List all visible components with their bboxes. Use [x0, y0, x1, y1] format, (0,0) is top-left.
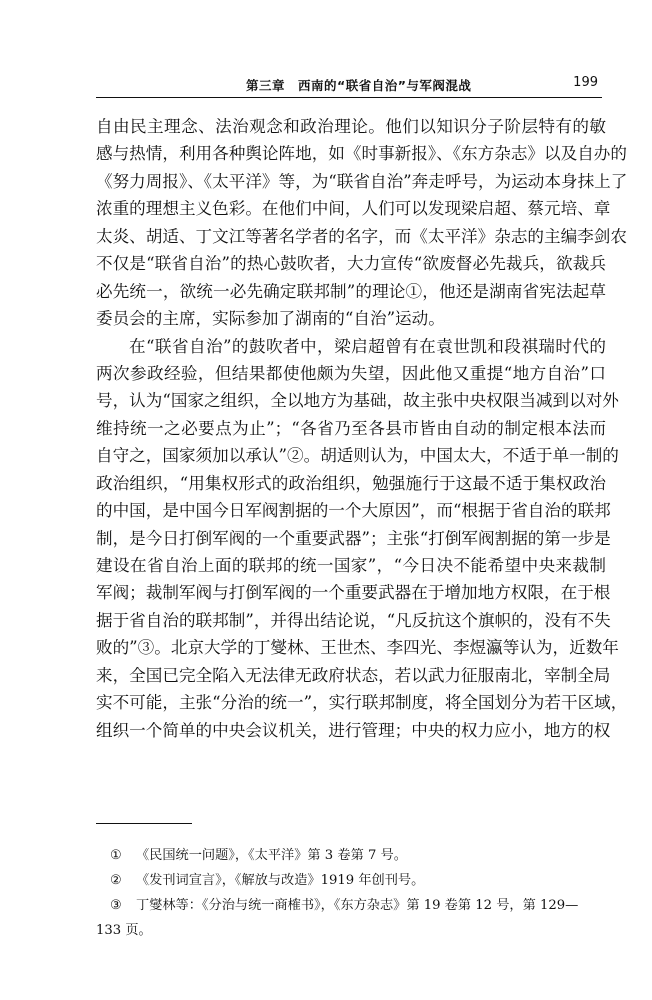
body-line: 号，认为“国家之组织，全以地方为基础，故主张中央权限当减到以对外	[96, 391, 619, 411]
body-line: 自守之，国家须加以承认”②。胡适则认为，中国太大，不适于单一制的	[96, 446, 619, 466]
footnote-marker: ①	[110, 848, 122, 863]
footnote-text: 丁燮林等：《分治与统一商榷书》，《东方杂志》第 19 卷第 12 号，第 129—	[136, 898, 579, 913]
body-text	[96, 113, 628, 744]
body-line: 组织一个简单的中央会议机关，进行管理；中央的权力应小，地方的权	[96, 720, 611, 740]
body-line: 制，是今日打倒军阀的一个重要武器”；主张“打倒军阀割据的第一步是	[96, 528, 611, 548]
running-head: 第三章 西南的“联省自治”与军阀混战	[246, 78, 472, 93]
body-line: 据于省自治的联邦制”，并得出结论说，“凡反抗这个旗帜的，没有不失	[96, 610, 611, 630]
footnote-text: 《发刊词宣言》，《解放与改造》1919 年创刊号。	[136, 873, 425, 888]
body-line: 感与热情，利用各种舆论阵地，如《时事新报》、《东方杂志》以及自办的	[96, 144, 627, 164]
body-line: 政治组织，“用集权形式的政治组织，勉强施行于这最不适于集权政治	[96, 473, 606, 493]
body-line: 委员会的主席，实际参加了湖南的“自治”运动。	[96, 309, 445, 329]
body-line: 来，全国已完全陷入无法律无政府状态，若以武力征服南北，宰制全局	[96, 665, 611, 685]
body-line: 自由民主理念、法治观念和政治理论。他们以知识分子阶层特有的敏	[96, 117, 606, 136]
body-line: 《努力周报》、《太平洋》等，为“联省自治”奔走呼号，为运动本身抹上了	[96, 171, 628, 191]
body-line: 败的”③。北京大学的丁燮林、王世杰、李四光、李煜瀛等认为，近数年	[96, 638, 619, 658]
body-line: 必先统一，欲统一必先确定联邦制”的理论①，他还是湖南省宪法起草	[96, 281, 606, 301]
body-line: 的中国，是中国今日军阀割据的一个大原因”，而“根据于省自治的联邦	[96, 501, 611, 521]
body-line: 建设在省自治上面的联邦的统一国家”，“今日决不能希望中央来裁制	[96, 556, 606, 575]
footnote	[96, 893, 606, 918]
header-rule	[96, 97, 602, 98]
body-line: 不仅是“联省自治”的热心鼓吹者，大力宣传“欲废督必先裁兵，欲裁兵	[96, 254, 606, 274]
body-line: 两次参政经验，但结果都使他颇为失望，因此他又重提“地方自治”口	[96, 363, 606, 383]
body-line: 太炎、胡适、丁文江等著名学者的名字，而《太平洋》杂志的主编李剑农	[96, 226, 627, 246]
page-number: 199	[573, 75, 598, 90]
footnote-continuation: 133 页。	[96, 923, 152, 938]
footnotes	[96, 843, 606, 943]
page-header	[96, 74, 602, 96]
body-line: 实不可能，主张“分治的统一”，实行联邦制度，将全国划分为若干区域，	[96, 693, 628, 713]
body-line: 浓重的理想主义色彩。在他们中间，人们可以发现梁启超、蔡元培、章	[96, 199, 611, 219]
body-line: 军阀；裁制军阀与打倒军阀的一个重要武器在于增加地方权限，在于根	[96, 583, 611, 603]
footnote-rule	[96, 823, 192, 824]
footnote-marker: ②	[110, 873, 122, 888]
footnote-marker: ③	[110, 898, 122, 913]
footnote	[96, 868, 606, 893]
footnote	[96, 843, 606, 868]
paragraph-first-line: 在“联省自治”的鼓吹者中，梁启超曾有在袁世凯和段祺瑞时代的	[129, 336, 606, 356]
body-line: 维持统一之必要点为止”；“各省乃至各县市皆由自动的制定根本法而	[96, 418, 606, 438]
footnote-text: 《民国统一问题》，《太平洋》第 3 卷第 7 号。	[136, 848, 407, 863]
